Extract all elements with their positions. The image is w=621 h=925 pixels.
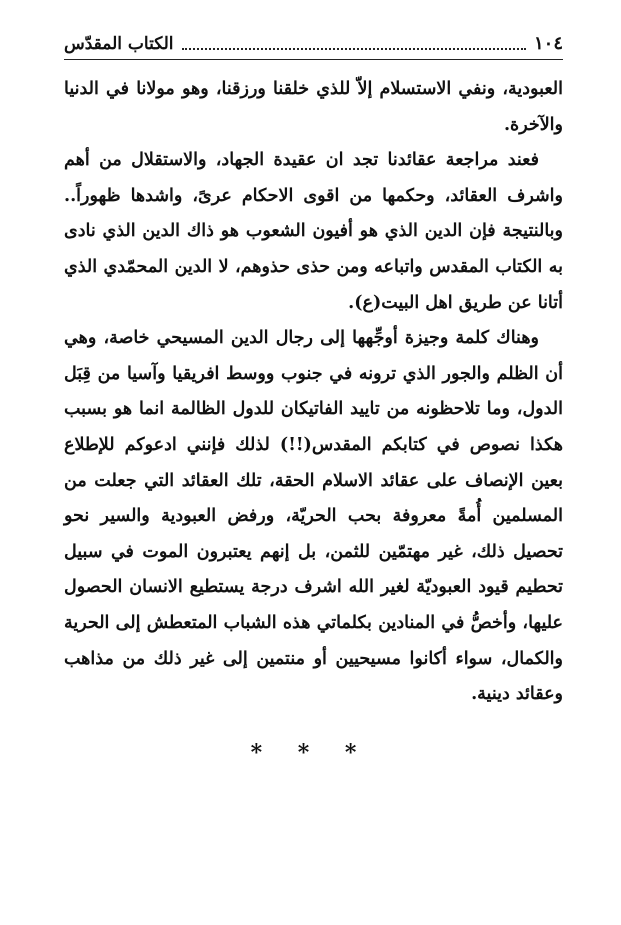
paragraph: وهناك كلمة وجيزة أوجِّهها إلى رجال الدين المسيحي خاصة، وهي أن الظلم والجور الذي ترونه في جنوب ووسط افريقيا وآسيا من قِبَل الدول، وما تلاحظونه من تاييد الفاتيكان للدول الظالمة انما هو بسبب هكذا نصوص في كتابكم المقدس(!!) لذلك فإنني ادعوكم للإطلاع بعين الإنصاف على عقائد الاسلام الحقة، تلك العقائد التي جعلت من المسلمين أُمةً معروفة بحب الحريّة، ورفض العبودية والسير نحو تحصيل ذلك، غير مهتمّين للثمن، بل إنهم يعتبرون الموت في سبيل تحطيم قيود العبوديّة لغير الله اشرف درجة يستطيع الانسان الحصول عليها، وأخصُّ في المنادين بكلماتي هذه الشباب المتعطش إلى الحرية والكمال، سواء أكانوا مسيحيين أو منتمين إلى غير ذلك من مذاهب وعقائد دينية. (64, 328, 563, 705)
page-number: ١٠٤ (533, 33, 563, 54)
header-divider (64, 59, 563, 60)
paragraph-continuation: العبودية، ونفي الاستسلام إلاّ للذي خلقنا ورزقنا، وهو مولانا في الدنيا والآخرة. (64, 79, 563, 135)
running-header (64, 30, 563, 54)
running-title: الكتاب المقدّس (64, 34, 174, 54)
section-end-ornament: * * * (250, 740, 371, 766)
paragraph: فعند مراجعة عقائدنا تجد ان عقيدة الجهاد، والاستقلال من أهم واشرف العقائد، وحكمها من اقوى الاحكام عرىً، واشدها ظهوراً.. وبالنتيجة فإن الدين الذي هو أفيون الشعوب هو ذاك الدين الذي نادى به الكتاب المقدس واتباعه ومن حذى حذوهم، لا الدين المحمّدي الذي أتانا عن طريق اهل البيت(ع). (64, 150, 563, 313)
body-text (64, 72, 563, 713)
dotted-leader (182, 48, 526, 50)
